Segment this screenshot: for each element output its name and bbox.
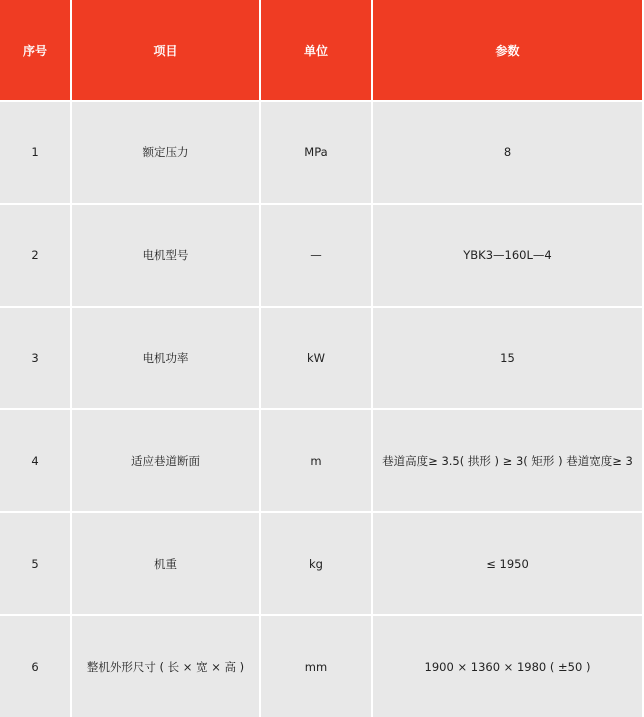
cell-param: 8 [373, 102, 642, 205]
cell-param: 15 [373, 308, 642, 411]
table-row [0, 513, 642, 616]
cell-unit: m [261, 410, 373, 513]
cell-item: 电机型号 [72, 205, 261, 308]
table-row [0, 308, 642, 411]
cell-param: 1900 × 1360 × 1980 ( ±50 ) [373, 616, 642, 717]
header-row [0, 0, 642, 102]
table-header [0, 0, 642, 102]
cell-param: ≤ 1950 [373, 513, 642, 616]
cell-item: 机重 [72, 513, 261, 616]
header-param: 参数 [373, 0, 642, 102]
table-row [0, 410, 642, 513]
cell-unit: kW [261, 308, 373, 411]
cell-unit: MPa [261, 102, 373, 205]
header-no: 序号 [0, 0, 72, 102]
cell-unit: — [261, 205, 373, 308]
cell-no: 6 [0, 616, 72, 717]
cell-no: 3 [0, 308, 72, 411]
cell-item: 整机外形尺寸 ( 长 × 宽 × 高 ) [72, 616, 261, 717]
cell-param: 巷道高度≥ 3.5( 拱形 ) ≥ 3( 矩形 ) 巷道宽度≥ 3 [373, 410, 642, 513]
table-row [0, 102, 642, 205]
table-row [0, 205, 642, 308]
cell-item: 适应巷道断面 [72, 410, 261, 513]
cell-unit: kg [261, 513, 373, 616]
header-unit: 单位 [261, 0, 373, 102]
cell-unit: mm [261, 616, 373, 717]
table-body [0, 102, 642, 717]
cell-no: 5 [0, 513, 72, 616]
header-item: 项目 [72, 0, 261, 102]
table-row [0, 616, 642, 717]
cell-no: 4 [0, 410, 72, 513]
cell-item: 电机功率 [72, 308, 261, 411]
cell-item: 额定压力 [72, 102, 261, 205]
cell-param: YBK3—160L—4 [373, 205, 642, 308]
cell-no: 2 [0, 205, 72, 308]
cell-no: 1 [0, 102, 72, 205]
